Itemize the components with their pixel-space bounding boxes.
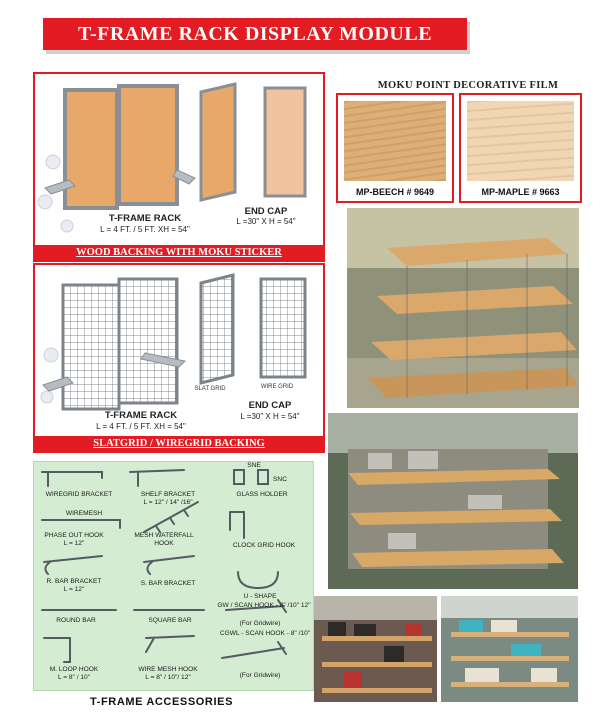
acc-for-gridwire-2: (For Gridwire) bbox=[239, 672, 281, 679]
page-title: T-FRAME RACK DISPLAY MODULE bbox=[43, 18, 467, 50]
acc-wire-mesh-size: L = 8" / 10"/ 12" bbox=[145, 674, 191, 681]
acc-shelf-bracket-size: L = 12" / 14" /16" bbox=[143, 499, 193, 506]
store-photo-product-shelf bbox=[441, 596, 578, 702]
acc-r-bar-size: L = 12" bbox=[63, 586, 85, 593]
maple-wood-sample bbox=[467, 101, 574, 181]
acc-phase-out-size: L = 12" bbox=[63, 540, 85, 547]
bags-shelf-photo-art bbox=[314, 596, 437, 702]
acc-m-loop-size: L = 8" / 10" bbox=[57, 674, 91, 681]
acc-u-shape: U - SHAPE bbox=[243, 593, 277, 600]
wood-shelving-photo-art bbox=[347, 208, 579, 408]
acc-sne: SNE bbox=[247, 462, 261, 469]
wood-rack-dims: L = 4 FT. / 5 FT. XH = 54" bbox=[100, 225, 190, 234]
store-photo-accessory-racks bbox=[328, 413, 578, 589]
beech-caption: MP-BEECH # 9649 bbox=[355, 187, 435, 197]
acc-wiregrid-bracket: WIREGRID BRACKET bbox=[45, 491, 113, 498]
grid-endcap-name: END CAP bbox=[248, 400, 292, 411]
acc-gw-scan-hook: GW / SCAN HOOK - 8" /10" 12" bbox=[217, 602, 311, 609]
film-swatch-maple bbox=[459, 93, 582, 203]
wire-grid-label: WIRE GRID bbox=[260, 384, 294, 390]
acc-m-loop-hook: M. LOOP HOOK bbox=[49, 666, 99, 673]
film-swatch-beech bbox=[336, 93, 454, 203]
accessory-racks-photo-art bbox=[328, 413, 578, 589]
maple-caption: MP-MAPLE # 9663 bbox=[481, 187, 560, 197]
film-title: MOKU POINT DECORATIVE FILM bbox=[377, 80, 559, 91]
accessories-panel bbox=[33, 461, 314, 691]
acc-phase-out-hook: PHASE OUT HOOK bbox=[44, 532, 104, 539]
grid-rack-name: T-FRAME RACK bbox=[104, 410, 178, 421]
acc-hook: HOOK bbox=[154, 540, 174, 547]
acc-shelf-bracket: SHELF BRACKET bbox=[140, 491, 196, 498]
grid-backing-panel bbox=[33, 263, 325, 453]
beech-wood-sample bbox=[344, 101, 446, 181]
wood-backing-panel bbox=[33, 72, 325, 262]
slat-grid-label: SLAT GRID bbox=[194, 386, 226, 392]
acc-for-gridwire-1: (For Gridwire) bbox=[239, 620, 281, 627]
grid-endcap-dims: L =30" X H = 54" bbox=[240, 412, 300, 421]
acc-wiremesh: WIREMESH bbox=[65, 510, 103, 517]
acc-cgwl-scan-hook: CGWL - SCAN HOOK - 8" /10" bbox=[219, 630, 311, 637]
wood-backing-strip: WOOD BACKING WITH MOKU STICKER bbox=[35, 245, 323, 260]
store-photo-wood-shelving bbox=[347, 208, 579, 408]
acc-mesh-waterfall: MESH WATERFALL bbox=[134, 532, 194, 539]
grid-backing-strip: SLATGRID / WIREGRID BACKING bbox=[35, 436, 323, 451]
acc-glass-holder: GLASS HOLDER bbox=[236, 491, 288, 498]
wood-rack-name: T-FRAME RACK bbox=[108, 213, 182, 224]
accessories-title: T-FRAME ACCESSORIES bbox=[90, 696, 234, 708]
grid-rack-dims: L = 4 FT. / 5 FT. XH = 54" bbox=[96, 422, 186, 431]
wood-endcap-name: END CAP bbox=[244, 206, 288, 217]
acc-round-bar: ROUND BAR bbox=[56, 617, 96, 624]
acc-square-bar: SQUARE BAR bbox=[148, 617, 192, 624]
acc-r-bar-bracket: R. BAR BRACKET bbox=[46, 578, 102, 585]
acc-snc: SNC bbox=[273, 476, 287, 483]
acc-s-bar-bracket: S. BAR BRACKET bbox=[140, 580, 196, 587]
product-shelf-photo-art bbox=[441, 596, 578, 702]
wood-endcap-dims: L =30" X H = 54" bbox=[236, 217, 296, 226]
acc-clock-grid-hook: CLOCK GRID HOOK bbox=[232, 542, 296, 549]
acc-wire-mesh-hook: WIRE MESH HOOK bbox=[138, 666, 198, 673]
store-photo-bags-shelf bbox=[314, 596, 437, 702]
